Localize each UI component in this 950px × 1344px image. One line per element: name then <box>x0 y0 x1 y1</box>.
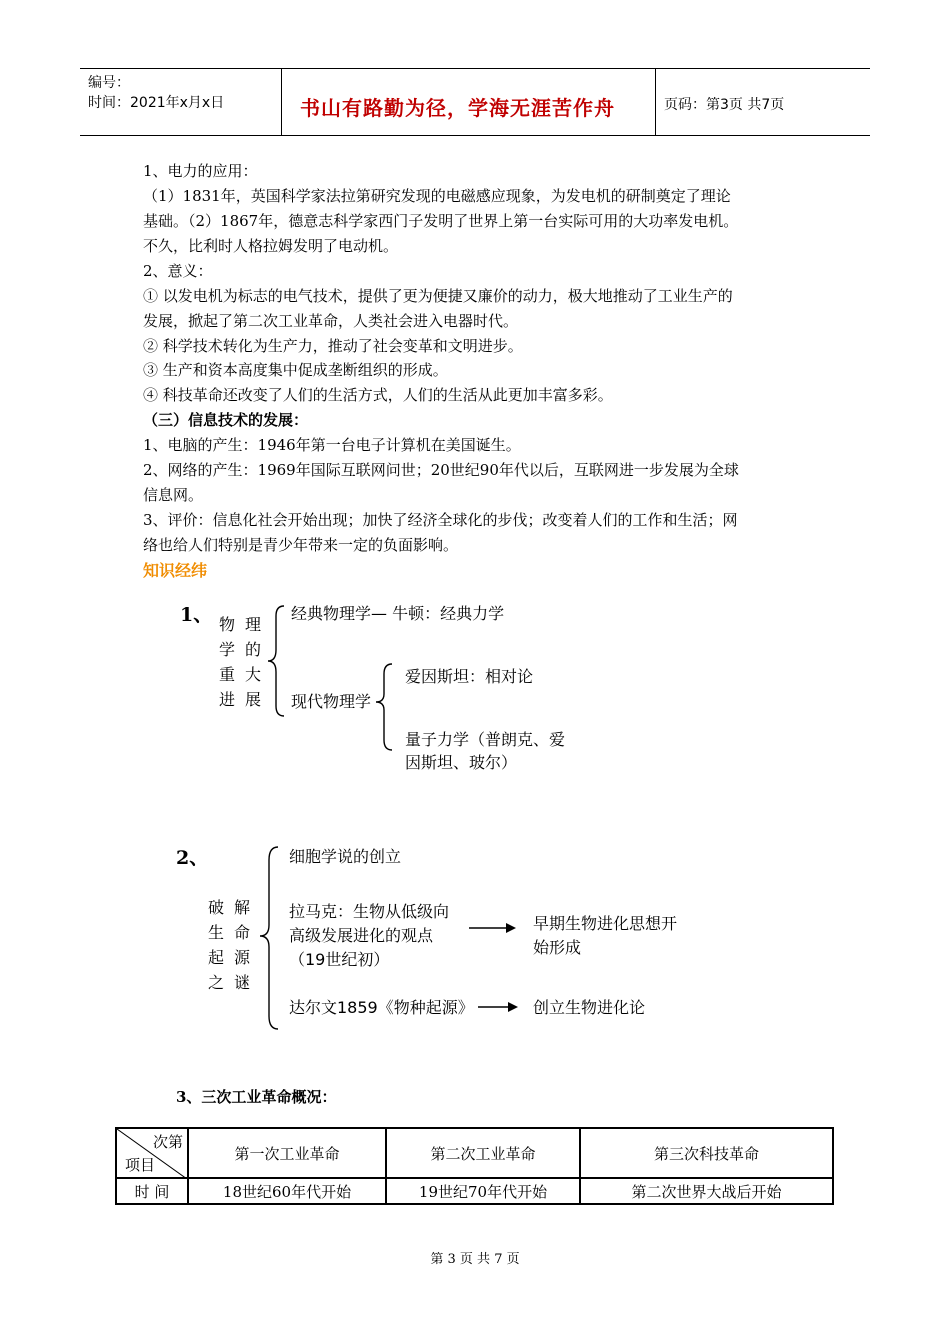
diagram2-lamarck-line3: （19世纪初） <box>289 950 390 969</box>
diagram1-quantum-line1: 量子力学（普朗克、爱 <box>405 730 566 749</box>
diagram1-number: 1、 <box>180 604 213 626</box>
diagram1-modern-physics: 现代物理学 <box>291 692 372 711</box>
table-cell: 19世纪70年代开始 <box>386 1178 580 1204</box>
body-line: ① 以发电机为标志的电气技术，提供了更为便捷又廉价的动力，极大地推动了工业生产的 <box>143 287 733 305</box>
diagram2-early-evolution-line1: 早期生物进化思想开 <box>533 914 678 933</box>
page-footer: 第 3 页 共 7 页 <box>430 1252 520 1267</box>
table-header-cell: 第二次工业革命 <box>386 1128 580 1178</box>
corner-bottom-label: 项目 <box>125 1156 156 1174</box>
corner-top-label: 次第 <box>152 1133 183 1151</box>
diagram2-lamarck-line1: 拉马克：生物从低级向 <box>289 902 450 921</box>
diagram1-classical-physics: 经典物理学— 牛顿：经典力学 <box>291 604 505 623</box>
header-bottom-rule <box>80 135 870 136</box>
diagram2-vertical-col2: 解 命 源 谜 <box>233 898 250 992</box>
body-line: ③ 生产和资本高度集中促成垄断组织的形成。 <box>143 361 448 379</box>
diagram2-number: 2、 <box>176 847 209 869</box>
diagram2-darwin: 达尔文1859《物种起源》 <box>289 998 474 1017</box>
body-line: 1、电力的应用： <box>143 162 258 180</box>
body-line: 络也给人们特别是青少年带来一定的负面影响。 <box>143 536 459 554</box>
body-line: ② 科学技术转化为生产力，推动了社会变革和文明进步。 <box>143 337 523 355</box>
diagram1-vertical-col1: 物 学 重 进 <box>218 615 235 709</box>
diagram2-vertical-col1: 破 生 起 之 <box>207 898 224 992</box>
knowledge-heading: 知识经纬 <box>143 561 208 580</box>
diagram2-lamarck-line2: 高级发展进化的观点 <box>289 926 434 945</box>
table-cell: 第二次世界大战后开始 <box>580 1178 833 1204</box>
table-title: 3、三次工业革命概况： <box>176 1088 337 1106</box>
diagram1-vertical-col2: 理 的 大 展 <box>244 615 261 709</box>
body-line: 2、网络的产生：1969年国际互联网问世；20世纪90年代以后，互联网进一步发展为全球 <box>143 461 739 479</box>
table-header-cell: 第三次科技革命 <box>580 1128 833 1178</box>
diagram2-cell-theory: 细胞学说的创立 <box>289 847 402 866</box>
body-line: 3、评价：信息化社会开始出现；加快了经济全球化的步伐；改变着人们的工作和生活；网 <box>143 511 738 529</box>
industrial-revolution-table <box>115 1127 834 1205</box>
body-line: 不久，比利时人格拉姆发明了电动机。 <box>143 237 399 255</box>
body-line: 基础。（2）1867年，德意志科学家西门子发明了世界上第一台实际可用的大功率发电机。 <box>143 212 739 230</box>
body-line: （1）1831年，英国科学家法拉第研究发现的电磁感应现象，为发电机的研制奠定了理论 <box>143 187 731 205</box>
diagram2-darwin-result: 创立生物进化论 <box>533 998 646 1017</box>
header-divider-left <box>281 68 282 136</box>
diagram2-early-evolution-line2: 始形成 <box>533 938 582 957</box>
body-line: ④ 科技革命还改变了人们的生活方式，人们的生活从此更加丰富多彩。 <box>143 386 613 404</box>
body-line: 1、电脑的产生：1946年第一台电子计算机在美国诞生。 <box>143 436 521 454</box>
header-divider-right <box>655 68 656 136</box>
table-row-label: 时 间 <box>116 1178 188 1204</box>
body-line: 2、意义： <box>143 262 213 280</box>
body-line: 信息网。 <box>143 486 204 504</box>
doc-time-label: 时间：2021年x月x日 <box>88 95 225 111</box>
doc-number-label: 编号： <box>88 75 130 91</box>
section-heading-info-tech: （三）信息技术的发展： <box>143 411 309 429</box>
diagram1-einstein: 爱因斯坦：相对论 <box>405 667 534 686</box>
table-corner-cell <box>116 1128 188 1178</box>
body-line: 发展，掀起了第二次工业革命，人类社会进入电器时代。 <box>143 312 519 330</box>
header-motto: 书山有路勤为径，学海无涯苦作舟 <box>300 96 615 120</box>
header-top-rule <box>80 68 870 69</box>
table-row <box>116 1178 833 1204</box>
diagram1-quantum-line2: 因斯坦、玻尔） <box>405 753 518 772</box>
page-indicator: 页码：第3页 共7页 <box>664 97 785 113</box>
table-cell: 18世纪60年代开始 <box>188 1178 386 1204</box>
table-header-cell: 第一次工业革命 <box>188 1128 386 1178</box>
